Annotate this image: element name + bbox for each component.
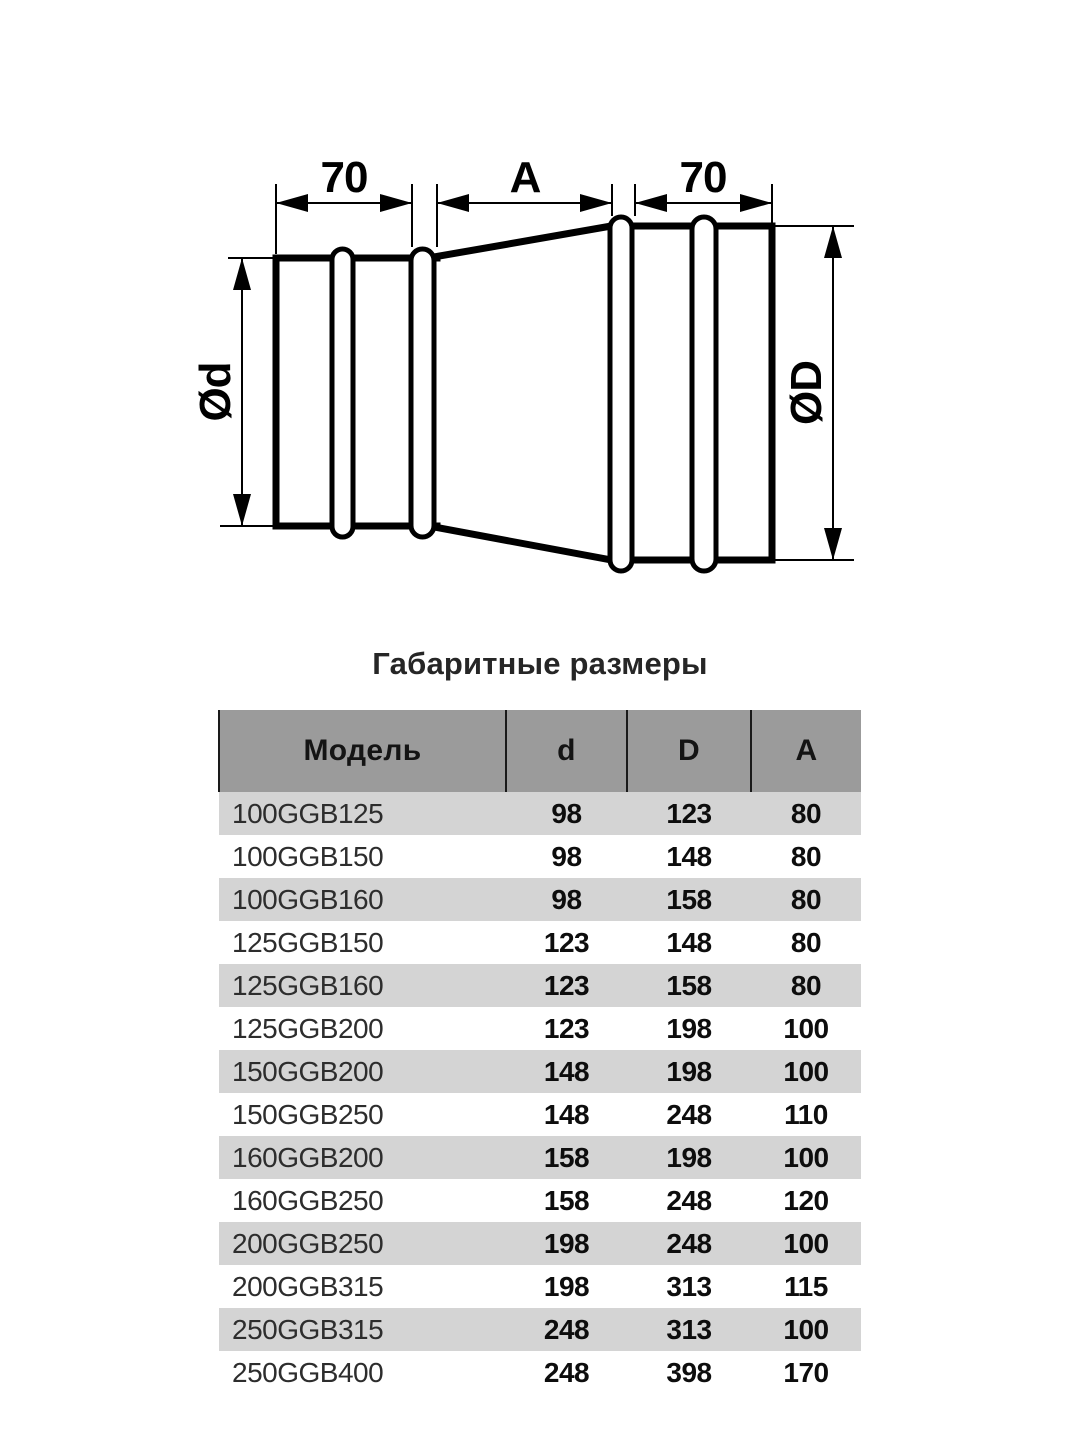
value-cell: 158 (543, 1141, 590, 1173)
column-header-A: A (751, 710, 861, 792)
value-cell: 248 (666, 1184, 712, 1216)
table-row (219, 921, 861, 964)
value-cell: 198 (666, 1141, 712, 1173)
value-cell: 100 (783, 1313, 829, 1345)
value-cell: 100 (783, 1141, 829, 1173)
table-row (219, 1093, 861, 1136)
value-cell: 198 (666, 1055, 712, 1087)
value-cell: 248 (543, 1356, 590, 1388)
dimension-arrows (233, 194, 842, 560)
value-cell: 100 (783, 1227, 829, 1259)
value-cell: 158 (666, 969, 712, 1001)
table-row (219, 1351, 861, 1394)
bead-small-joint (411, 249, 434, 537)
value-cell: 198 (666, 1012, 712, 1044)
value-cell: 313 (666, 1270, 712, 1302)
model-cell: 100GGB125 (232, 797, 384, 829)
table-row (219, 878, 861, 921)
table-row (219, 1050, 861, 1093)
column-header-model: Модель (219, 710, 506, 792)
dimensions-table-body (219, 792, 861, 1394)
value-cell: 398 (666, 1356, 712, 1388)
value-cell: 98 (551, 797, 582, 829)
value-cell: 80 (790, 797, 822, 829)
value-cell: 98 (551, 840, 582, 872)
column-header-d: d (506, 710, 627, 792)
model-cell: 100GGB160 (232, 883, 384, 915)
model-cell: 200GGB315 (232, 1270, 384, 1302)
value-cell: 248 (666, 1227, 712, 1259)
value-cell: 80 (790, 840, 822, 872)
value-cell: 198 (543, 1270, 590, 1302)
value-cell: 120 (783, 1184, 829, 1216)
value-cell: 148 (543, 1055, 590, 1087)
value-cell: 170 (783, 1356, 829, 1388)
table-row (219, 1179, 861, 1222)
table-row (219, 792, 861, 835)
value-cell: 98 (551, 883, 582, 915)
value-cell: 148 (666, 926, 712, 958)
value-cell: 100 (783, 1055, 829, 1087)
table-row (219, 1308, 861, 1351)
dim-label-small-diameter: Ød (191, 362, 240, 422)
value-cell: 313 (666, 1313, 712, 1345)
model-cell: 250GGB400 (232, 1356, 384, 1388)
value-cell: 148 (666, 840, 712, 872)
bead-large-joint (610, 217, 632, 571)
value-cell: 80 (790, 926, 822, 958)
cone-outline (434, 225, 617, 561)
bead-large-pipe (692, 217, 716, 571)
value-cell: 80 (790, 883, 822, 915)
value-cell: 80 (790, 969, 822, 1001)
model-cell: 125GGB150 (232, 926, 384, 958)
dim-label-a: A (509, 153, 541, 202)
value-cell: 110 (784, 1098, 828, 1130)
reducer-technical-drawing (180, 120, 880, 590)
value-cell: 123 (543, 926, 590, 958)
value-cell: 123 (666, 797, 712, 829)
model-cell: 100GGB150 (232, 840, 384, 872)
bead-small-pipe (332, 249, 353, 537)
value-cell: 123 (543, 1012, 590, 1044)
rolled-beads (332, 217, 716, 571)
model-cell: 125GGB200 (232, 1012, 384, 1044)
value-cell: 158 (543, 1184, 590, 1216)
table-row (219, 1222, 861, 1265)
value-cell: 198 (543, 1227, 590, 1259)
column-header-D: D (627, 710, 751, 792)
value-cell: 148 (543, 1098, 590, 1130)
dimensions-table (218, 710, 861, 1394)
value-cell: 158 (666, 883, 712, 915)
dim-label-70-left: 70 (320, 153, 368, 202)
model-cell: 200GGB250 (232, 1227, 384, 1259)
dim-label-large-diameter: ØD (782, 361, 831, 425)
model-cell: 150GGB200 (232, 1055, 384, 1087)
value-cell: 115 (784, 1270, 828, 1302)
table-title: Габаритные размеры (372, 646, 708, 681)
table-row (219, 964, 861, 1007)
model-cell: 250GGB315 (232, 1313, 384, 1345)
value-cell: 100 (783, 1012, 829, 1044)
value-cell: 248 (543, 1313, 590, 1345)
value-cell: 248 (666, 1098, 712, 1130)
dim-label-70-right: 70 (679, 153, 727, 202)
table-row (219, 1007, 861, 1050)
model-cell: 125GGB160 (232, 969, 384, 1001)
table-row (219, 1136, 861, 1179)
value-cell: 123 (543, 969, 590, 1001)
model-cell: 150GGB250 (232, 1098, 384, 1130)
table-header (219, 710, 861, 792)
model-cell: 160GGB200 (232, 1141, 384, 1173)
table-row (219, 1265, 861, 1308)
table-row (219, 835, 861, 878)
model-cell: 160GGB250 (232, 1184, 384, 1216)
